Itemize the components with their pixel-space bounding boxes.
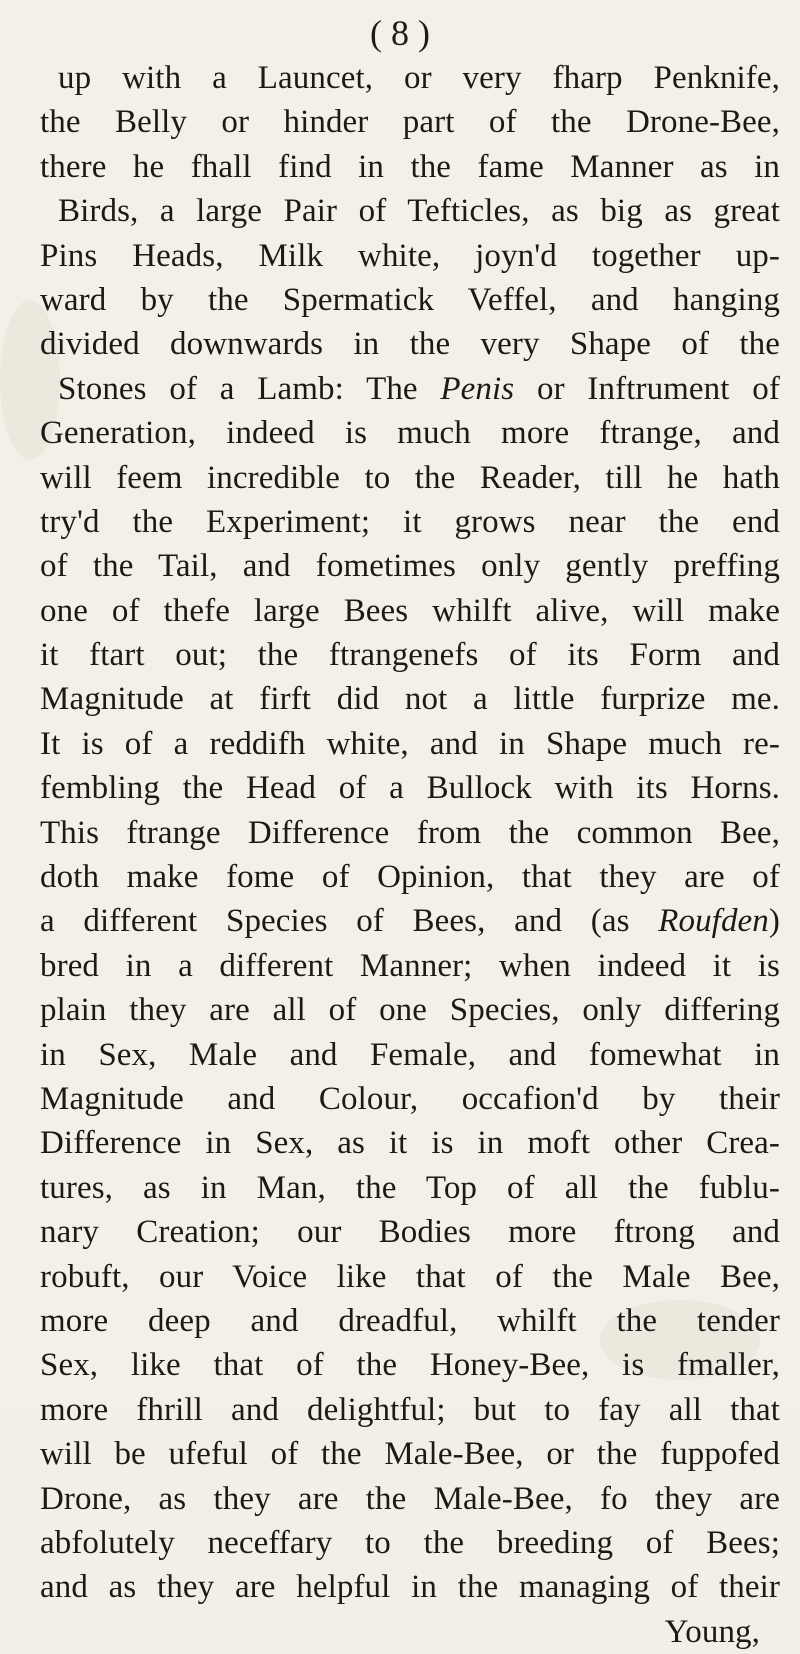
text-line: nary Creation; our Bodies more ftrong and bbox=[40, 1214, 780, 1251]
text-line: Young, bbox=[664, 1613, 760, 1650]
text-line: tures, as in Man, the Top of all the fublu- bbox=[40, 1169, 780, 1206]
text-line: Generation, indeed is much more ftrange, and bbox=[40, 415, 780, 452]
text-line: abfolutely neceffary to the breeding of Bees; bbox=[40, 1524, 780, 1561]
text-line: more deep and dreadful, whilft the tender bbox=[40, 1302, 780, 1339]
text-line: Magnitude and Colour, occafion'd by their bbox=[40, 1080, 780, 1117]
italic-word: Roufden bbox=[658, 903, 769, 940]
text-line: plain they are all of one Species, only differing bbox=[40, 992, 780, 1029]
text-line: of the Tail, and fometimes only gently preffing bbox=[40, 548, 780, 585]
text-line: Sex, like that of the Honey-Bee, is fmaller, bbox=[40, 1347, 780, 1384]
text-line: Birds, a large Pair of Tefticles, as big as great bbox=[58, 193, 780, 230]
text-line: the Belly or hinder part of the Drone-Bee, bbox=[40, 104, 780, 141]
body-text bbox=[40, 56, 780, 1654]
text-line: divided downwards in the very Shape of the bbox=[40, 326, 780, 363]
text-line: doth make fome of Opinion, that they are of bbox=[40, 859, 780, 896]
text-line: try'd the Experiment; it grows near the end bbox=[40, 503, 780, 540]
italic-word: Penis bbox=[440, 370, 515, 407]
text-line: and as they are helpful in the managing of their bbox=[40, 1569, 780, 1606]
text-line: Stones of a Lamb: The Penis or Inftrument of bbox=[58, 370, 780, 407]
text-line: This ftrange Difference from the common Bee, bbox=[40, 814, 780, 851]
text-line: there he fhall find in the fame Manner as in bbox=[40, 148, 780, 185]
text-line: will be ufeful of the Male-Bee, or the fuppofed bbox=[40, 1436, 780, 1473]
text-line: Pins Heads, Milk white, joyn'd together up- bbox=[40, 237, 780, 274]
text-line: it ftart out; the ftrangenefs of its Form and bbox=[40, 637, 780, 674]
text-line: more fhrill and delightful; but to fay all that bbox=[40, 1391, 780, 1428]
text-line: up with a Launcet, or very fharp Penknife, bbox=[58, 60, 780, 96]
text-line: Drone, as they are the Male-Bee, fo they are bbox=[40, 1480, 780, 1517]
text-line: in Sex, Male and Female, and fomewhat in bbox=[40, 1036, 780, 1073]
text-line: It is of a reddifh white, and in Shape much re- bbox=[40, 725, 780, 762]
text-line: ward by the Spermatick Veffel, and hanging bbox=[40, 281, 780, 318]
page-number: ( 8 ) bbox=[370, 13, 430, 53]
text-line: Magnitude at firft did not a little furprize me. bbox=[40, 681, 780, 718]
text-line: will feem incredible to the Reader, till he hath bbox=[40, 459, 780, 496]
text-line: one of thefe large Bees whilft alive, will make bbox=[40, 592, 780, 629]
text-line: a different Species of Bees, and (as Roufden) bbox=[40, 903, 780, 940]
text-line: fembling the Head of a Bullock with its Horns. bbox=[40, 770, 780, 807]
text-line: Difference in Sex, as it is in moft other Crea- bbox=[40, 1125, 780, 1162]
text-line: robuft, our Voice like that of the Male Bee, bbox=[40, 1258, 780, 1295]
text-line: bred in a different Manner; when indeed it is bbox=[40, 947, 780, 984]
